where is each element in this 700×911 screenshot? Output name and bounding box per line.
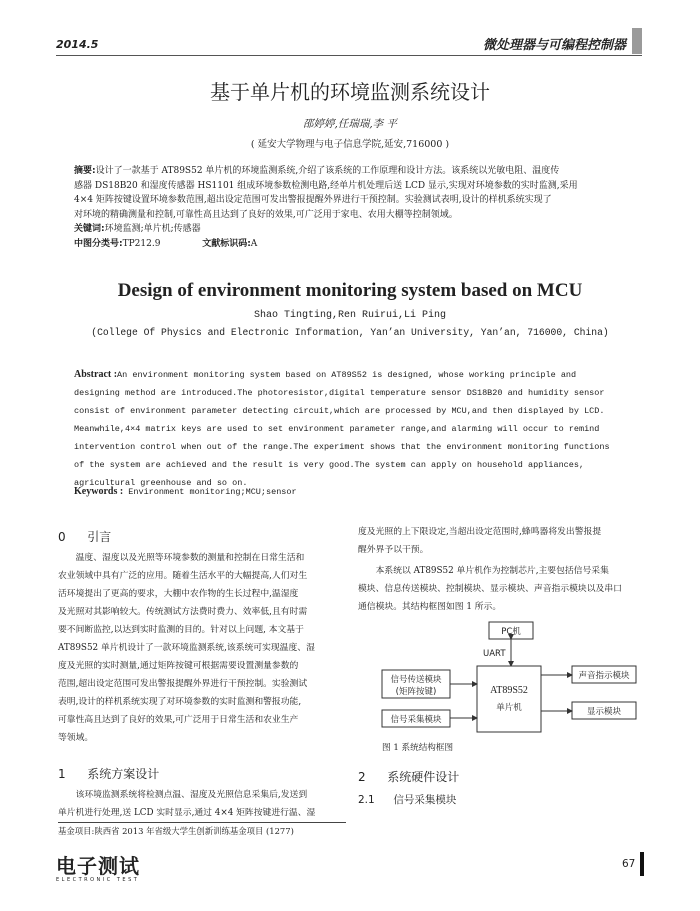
uart-label: UART [483, 649, 506, 659]
subsection-title: 信号采集模块 [393, 794, 457, 806]
text-line: 等领域。 [58, 733, 94, 743]
journal-name: 微处理器与可编程控制器 [482, 38, 626, 53]
section-number: 2 [358, 770, 366, 784]
text-line: 度及光照的上下限设定,当超出设定范围时,蜂鸣器将发出警报提 [358, 527, 602, 537]
keywords-cn-label: 关键词: [74, 224, 105, 235]
display-module-label: 显示模块 [586, 707, 622, 717]
section-title: 引言 [87, 530, 112, 544]
header-rule [56, 55, 642, 56]
section-2-heading [358, 768, 644, 785]
section-title: 系统硬件设计 [387, 770, 460, 784]
section-0-body [58, 549, 346, 747]
header-accent-bar [632, 28, 642, 54]
journal-logo [56, 850, 140, 883]
abstract-en [74, 366, 630, 492]
text-line: 及光照对其影响较大。传统测试方法费时费力、效率低,且有时需 [58, 607, 308, 617]
fund-note: 基金项目:陕西省 2013 年省级大学生创新训练基金项目 (1277) [58, 826, 294, 836]
affiliation-cn: ( 延安大学物理与电子信息学院,延安,716000 ) [250, 139, 450, 150]
pc-label: PC机 [501, 627, 521, 637]
page-number: 67 [622, 858, 636, 870]
right-top-text [358, 523, 644, 559]
keywords-en [74, 486, 297, 497]
abstract-en-line: intervention control when out of the range.The experiment shows that the environment monitoring functions [74, 442, 610, 452]
system-block-diagram [380, 618, 642, 738]
section-1-body [58, 786, 346, 822]
abstract-cn-line: 感器 DS18B20 和湿度传感器 HS1101 组成环境参数检测电路,经单片机处理后送 LCD 显示,实现对环境参数的实时监测,采用 [74, 180, 578, 191]
keywords-cn [74, 222, 630, 237]
text-line: AT89S52 单片机设计了一款环境监测系统,该系统可实现温度、湿 [58, 643, 315, 653]
right-paragraph [358, 562, 644, 616]
logo-subtext: ELECTRONIC TEST [56, 877, 140, 883]
class-value: TP212.9 [122, 238, 161, 249]
sound-module-label: 声音指示模块 [578, 671, 630, 681]
text-line: 温度、湿度以及光照等环境参数的测量和控制在日常生活和 [75, 553, 305, 563]
paper-title-cn: 基于单片机的环境监测系统设计 [210, 80, 490, 104]
section-title: 系统方案设计 [87, 767, 160, 781]
abstract-en-line: consist of environment parameter detecting circuit,which are processed by MCU,and then displayed by LCD. [74, 406, 605, 416]
text-line: 度及光照的实时测量,通过矩阵按键可根据需要设置测量参数的 [58, 661, 299, 671]
abstract-en-line: An environment monitoring system based on AT89S52 is designed, whose working principle and [117, 370, 577, 380]
footnote-rule [58, 822, 346, 823]
section-number: 1 [58, 767, 66, 781]
keywords-en-text: Environment monitoring;MCU;sensor [128, 487, 297, 497]
abstract-cn-line: 4×4 矩阵按键设置环境参数范围,超出设定范围可发出警报提醒外界进行干预控制。实验测试表明,设计的样机系统实现了 [74, 195, 552, 206]
abstract-en-line: designing method are introduced.The photoresistor,digital temperature sensor DS18B20 and humidity sensor [74, 388, 605, 398]
text-line: 表明,设计的样机系统实现了对环境参数的实时监测和警报功能, [58, 697, 302, 707]
subsection-number: 2.1 [358, 794, 375, 806]
text-line: 可靠性高且达到了良好的效果,可广泛用于日常生活和农业生产 [58, 715, 299, 725]
section-0-heading [58, 528, 346, 545]
text-line: 单片机进行处理,送 LCD 实时显示,通过 4×4 矩阵按键进行温、湿 [58, 808, 316, 818]
doc-code-value: A [250, 238, 258, 249]
mcu-label-2: 单片机 [496, 703, 522, 713]
classification-cn [74, 237, 630, 252]
mcu-label-1: AT89S52 [490, 685, 528, 696]
section-number: 0 [58, 530, 66, 544]
acquire-module-label: 信号采集模块 [390, 715, 442, 725]
issue-label: 2014.5 [56, 38, 99, 51]
abstract-cn [74, 164, 630, 252]
abstract-en-line: Meanwhile,4×4 matrix keys are used to set environment parameter range,and alarming will occur to remind [74, 424, 600, 434]
page-marker-bar [640, 852, 644, 876]
text-line: 要不间断监控,以达到实时监测的目的。针对以上问题, 本文基于 [58, 625, 304, 635]
abstract-cn-line: 对环境的精确测量和控制,可靠性高且达到了良好的效果,可广泛用于家电、农用大棚等控制领域。 [74, 209, 458, 220]
class-label: 中图分类号: [74, 238, 123, 249]
affiliation-en: (College Of Physics and Electronic Information, Yan’an University, Yan’an, 716000, China) [91, 327, 609, 338]
text-line: 醒外界予以干预。 [358, 545, 429, 555]
text-line: 本系统以 AT89S52 单片机作为控制芯片,主要包括信号采集 [375, 566, 609, 576]
section-1-heading [58, 765, 346, 782]
figure-caption: 图 1 系统结构框图 [382, 743, 454, 753]
authors-en: Shao Tingting,Ren Ruirui,Li Ping [253, 310, 447, 321]
keywords-en-label: Keywords : [74, 486, 124, 497]
abstract-cn-line: 设计了一款基于 AT89S52 单片机的环境监测系统,介绍了该系统的工作原理和设计方法。该系统以光敏电阻、温度传 [95, 166, 560, 176]
abstract-en-line: agricultural greenhouse and so on. [74, 478, 248, 488]
logo-text: 电子测试 [56, 854, 140, 878]
paper-title-en: Design of environment monitoring system based on MCU [117, 280, 583, 301]
keywords-cn-text: 环境监测;单片机;传感器 [104, 224, 201, 235]
transfer-module-sub: (矩阵按键) [395, 687, 437, 697]
text-line: 农业领域中具有广泛的应用。随着生活水平的大幅提高,人们对生 [58, 571, 308, 581]
text-line: 活环境提出了更高的要求，大棚中农作物的生长过程中,温湿度 [58, 589, 299, 599]
abstract-cn-label: 摘要: [74, 166, 96, 176]
abstract-en-line: of the system are achieved and the result is very good.The system can apply on household appliances, [74, 460, 585, 470]
text-line: 通信模块。其结构框图如图 1 所示。 [358, 602, 502, 612]
text-line: 该环境监测系统将检测点温、湿度及光照信息采集后,发送到 [75, 790, 308, 800]
text-line: 模块、信息传送模块、控制模块、显示模块、声音指示模块以及串口 [358, 584, 622, 594]
doc-code-label: 文献标识码: [202, 238, 251, 249]
transfer-module-label: 信号传送模块 [390, 675, 442, 685]
subsection-2-1-heading [358, 792, 644, 807]
mcu-block [477, 666, 541, 732]
authors-cn: 邵婷婷,任瑞瑞,李 平 [302, 118, 397, 130]
abstract-en-label: Abstract : [74, 369, 118, 380]
text-line: 范围,超出设定范围可发出警报提醒外界进行干预控制。实验测试 [58, 679, 308, 689]
